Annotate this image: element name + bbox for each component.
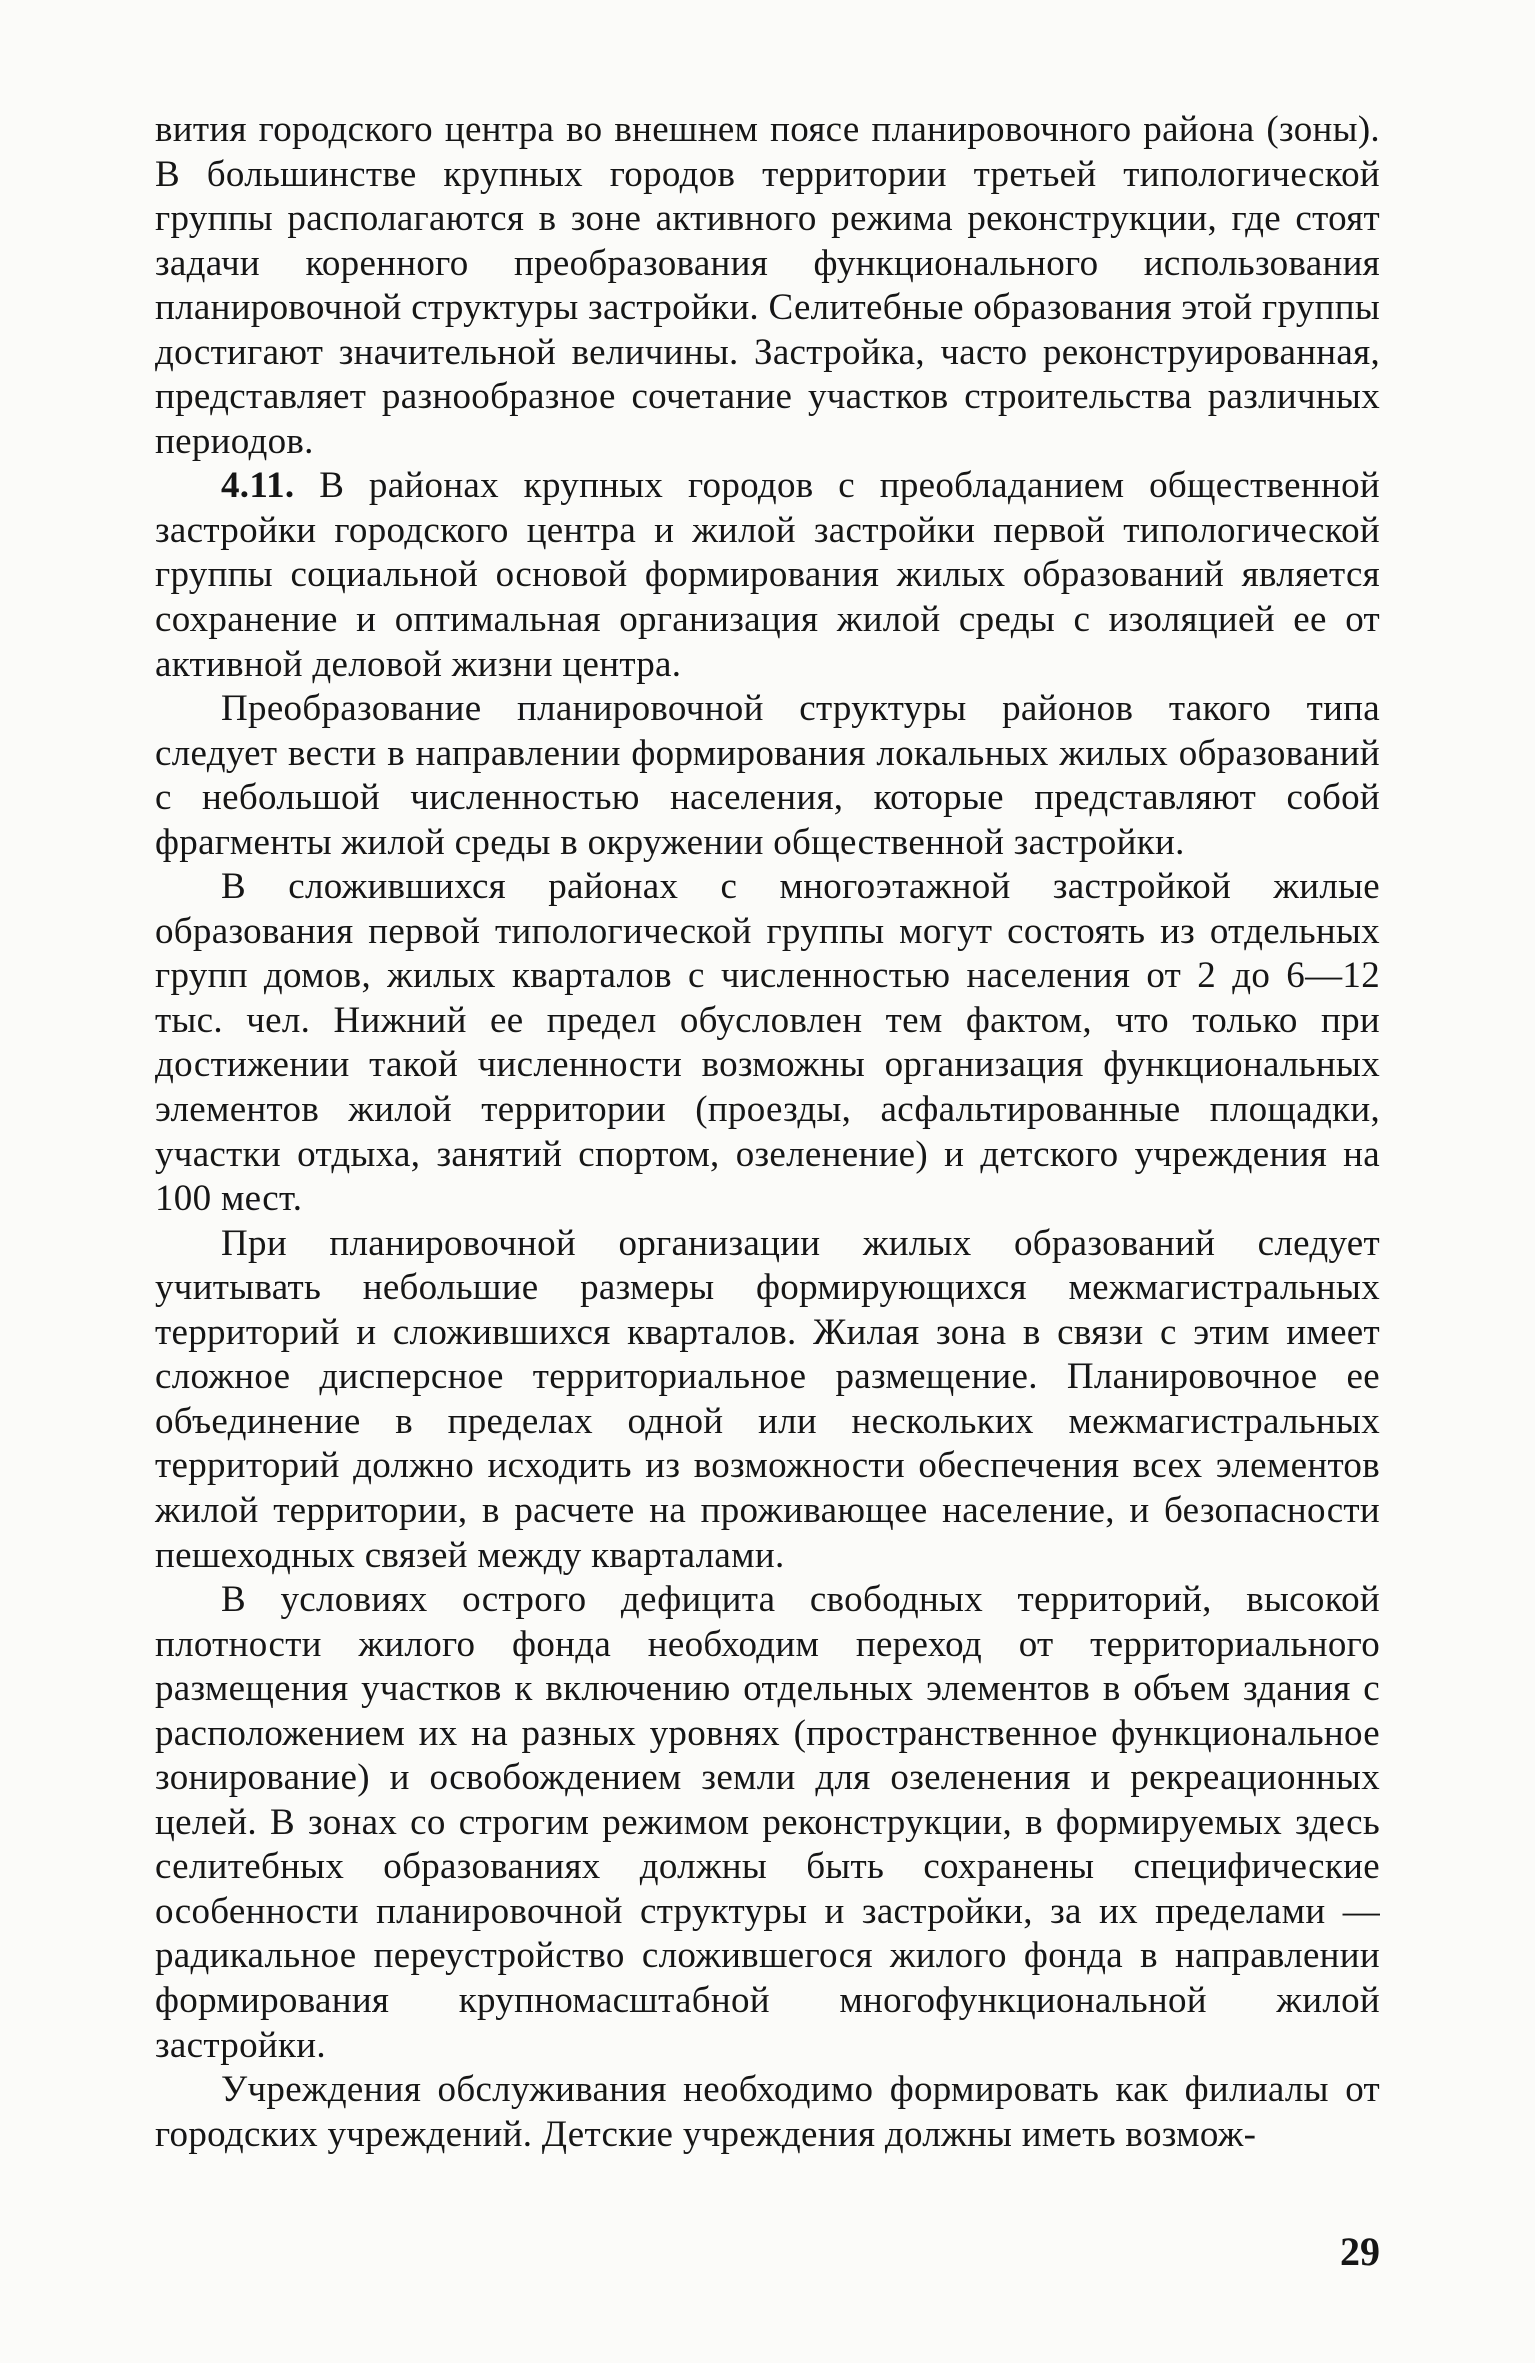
paragraph: Преобразование планировочной структуры районов такого типа следует вести в направлении формирования локальных жилых образований с небольшой численностью населения, которые представляют собой фрагменты жилой среды в окружении общественной застройки. bbox=[155, 688, 1380, 863]
paragraph: При планировочной организации жилых образований следует учитывать небольшие размеры формирующихся межмагистральных территорий и сложившихся кварталов. Жилая зона в связи с этим имеет сложное дисперсное территориальное размещение. Планировочное ее объединение в пределах одной или нескольких межмагистральных территорий должно исходить из возможности обеспечения всех элементов жилой территории, в расчете на проживающее население, и безопасности пешеходных связей между кварталами. bbox=[155, 1222, 1380, 1576]
body-text bbox=[155, 108, 1380, 2157]
paragraph-continuation: вития городского центра во внешнем поясе планировочного района (зоны). В большинстве крупных городов территории третьей типологической группы располагаются в зоне активного режима реконструкции, где стоят задачи коренного преобразования функционального использования планировочной структуры застройки. Селитебные образования этой группы достигают значительной величины. Застройка, часто реконструированная, представляет разнообразное сочетание участков строительства различных периодов. bbox=[155, 109, 1380, 462]
paragraph-section-4-11: 4.11. В районах крупных городов с преобладанием общественной застройки городского центра и жилой застройки первой типологической группы социальной основой формирования жилых образований является сохранение и оптимальная организация жилой среды с изоляцией ее от активной деловой жизни центра. bbox=[155, 465, 1380, 685]
paragraph: В условиях острого дефицита свободных территорий, высокой плотности жилого фонда необходим переход от территориального размещения участков к включению отдельных элементов в объем здания с расположением их на разных уровнях (пространственное функциональное зонирование) и освобождением земли для озеленения и рекреационных целей. В зонах со строгим режимом реконструкции, в формируемых здесь селитебных образованиях должны быть сохранены специфические особенности планировочной структуры и застройки, за их пределами — радикальное переустройство сложившегося жилого фонда в направлении формирования крупномасштабной многофункциональной жилой застройки. bbox=[155, 1579, 1380, 2066]
page-number: 29 bbox=[1340, 2229, 1380, 2274]
section-number: 4.11. bbox=[221, 465, 295, 507]
paragraph: Учреждения обслуживания необходимо формировать как филиалы от городских учреждений. Детские учреждения должны иметь возмож- bbox=[155, 2069, 1380, 2155]
paragraph: В сложившихся районах с многоэтажной застройкой жилые образования первой типологической группы могут состоять из отдельных групп домов, жилых кварталов с численностью населения от 2 до 6—12 тыс. чел. Нижний ее предел обусловлен тем фактом, что только при достижении такой численности возможны организация функциональных элементов жилой территории (проезды, асфальтированные площадки, участки отдыха, занятий спортом, озеленение) и детского учреждения на 100 мест. bbox=[155, 866, 1380, 1220]
